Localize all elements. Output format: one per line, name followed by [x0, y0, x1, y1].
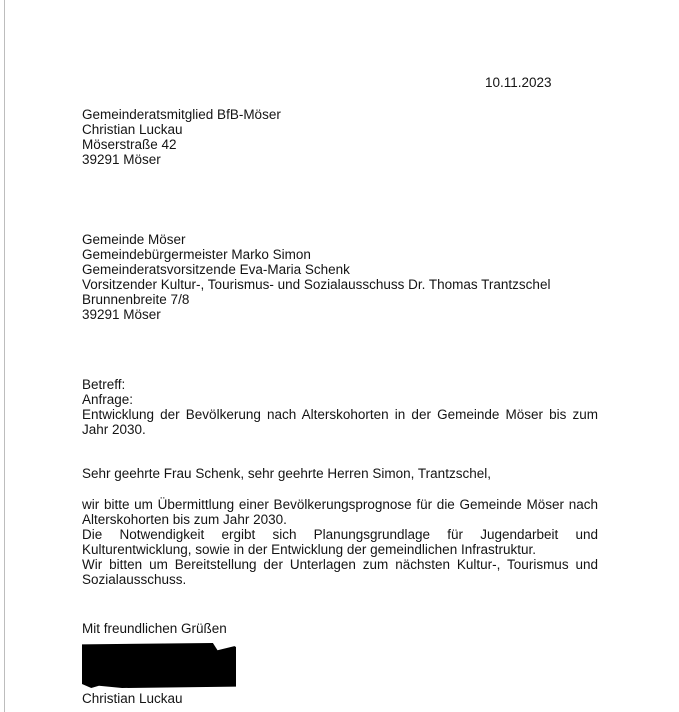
body-line: Alterskohorten bis zum Jahr 2030.: [82, 512, 287, 527]
body-line: Die Notwendigkeit ergibt sich Planungsgrundlage für Jugendarbeit und: [82, 527, 598, 542]
body-paragraphs: [82, 497, 598, 587]
recipient-line: Gemeinderatsvorsitzende Eva-Maria Schenk: [82, 262, 350, 277]
subject-line: Entwicklung der Bevölkerung nach Alterskohorten in der Gemeinde Möser bis zum: [82, 407, 598, 422]
redacted-signature: [82, 643, 236, 688]
sender-address-block: [82, 107, 281, 167]
subject-label: Betreff:: [82, 377, 126, 392]
recipient-line: 39291 Möser: [82, 307, 161, 322]
recipient-line: Gemeinde Möser: [82, 232, 186, 247]
letter-date: 10.11.2023: [485, 75, 552, 90]
recipient-line: Gemeindebürgermeister Marko Simon: [82, 247, 311, 262]
sender-line: Möserstraße 42: [82, 137, 177, 152]
body-line: Wir bitten um Bereitstellung der Unterlagen zum nächsten Kultur-, Tourismus und: [82, 557, 598, 572]
salutation: Sehr geehrte Frau Schenk, sehr geehrte Herren Simon, Trantzschel,: [82, 466, 491, 481]
sender-line: Gemeinderatsmitglied BfB-Möser: [82, 107, 281, 122]
sender-line: 39291 Möser: [82, 152, 161, 167]
recipient-line: Vorsitzender Kultur-, Tourismus- und Sozialausschuss Dr. Thomas Trantzschel: [82, 277, 551, 292]
recipient-address-block: [82, 232, 550, 322]
body-line: wir bitte um Übermittlung einer Bevölkerungsprognose für die Gemeinde Möser nach: [82, 497, 598, 512]
page-edge-line: [4, 0, 5, 712]
subject-line: Jahr 2030.: [82, 422, 146, 437]
sender-line: Christian Luckau: [82, 122, 183, 137]
subject-sublabel: Anfrage:: [82, 392, 134, 407]
signature-name: Christian Luckau: [82, 691, 183, 706]
closing-phrase: Mit freundlichen Grüßen: [82, 621, 227, 636]
body-line: Sozialausschuss.: [82, 572, 187, 587]
recipient-line: Brunnenbreite 7/8: [82, 292, 190, 307]
subject-block: [82, 377, 598, 437]
body-line: Kulturentwicklung, sowie in der Entwicklung der gemeindlichen Infrastruktur.: [82, 542, 536, 557]
